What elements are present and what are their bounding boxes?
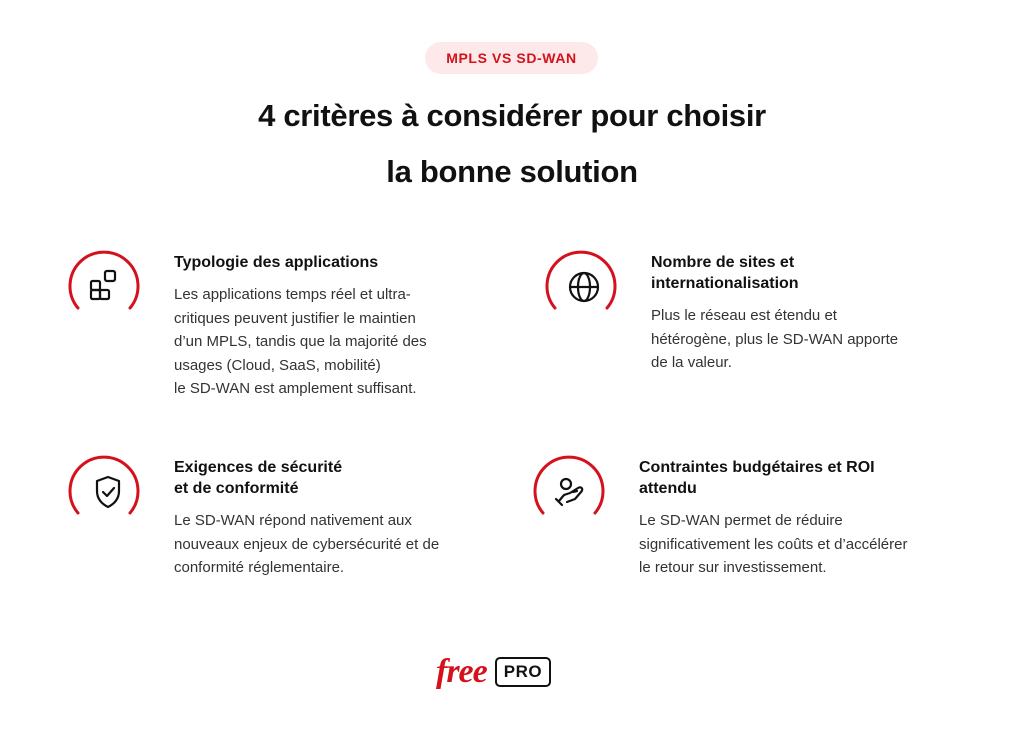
card-body [174,283,494,401]
card-title [174,457,514,499]
card-title [639,457,969,499]
card-body [174,509,514,580]
card-title-line: attendu [639,480,697,497]
card-title-line: Nombre de sites et [651,254,795,271]
card-title [651,252,971,294]
page-title [0,88,1024,200]
icon-ring [545,250,617,322]
card-title-line: Exigences de sécurité [174,459,343,476]
shield-check-icon [97,477,119,507]
brand-wordmark: free [436,653,487,690]
body-line: hétérogène, plus le SD-WAN apporte [651,330,899,348]
body-line: significativement les coûts et d’accélérer [639,535,908,553]
icon-ring [68,455,140,527]
body-line: Les applications temps réel et ultra- [174,286,411,303]
card-body [639,509,969,580]
card-title-line: Typologie des applications [174,254,379,271]
card-body [651,304,971,375]
icon-ring [68,250,140,322]
body-line: Le SD-WAN permet de réduire [639,512,843,529]
card-title-line: internationalisation [651,275,799,292]
body-line: conformité réglementaire. [174,559,345,576]
title-line-1: 4 critères à considérer pour choisir [258,98,766,133]
body-line: usages (Cloud, SaaS, mobilité) [174,356,381,374]
body-line: Le SD-WAN répond nativement aux [174,512,412,529]
globe-icon [570,273,598,301]
free-pro-logo [436,653,551,691]
apps-grid-icon [91,271,115,299]
body-line: le retour sur investissement. [639,559,827,576]
body-line: critiques peuvent justifier le maintien [174,309,416,327]
pro-tag: PRO [495,657,551,687]
title-line-2: la bonne solution [386,154,638,189]
body-line: nouveaux enjeux de cybersécurité et de [174,535,440,553]
topic-badge: MPLS VS SD-WAN [425,42,598,74]
body-line: d’un MPLS, tandis que la majorité des [174,333,427,350]
card-title [174,252,494,273]
hand-coin-icon [556,479,582,505]
body-line: de la valeur. [651,354,732,371]
body-line: Plus le réseau est étendu et [651,307,837,324]
card-title-line: Contraintes budgétaires et ROI [639,459,875,476]
icon-ring [533,455,605,527]
card-title-line: et de conformité [174,480,299,497]
body-line: le SD-WAN est amplement suffisant. [174,380,417,397]
